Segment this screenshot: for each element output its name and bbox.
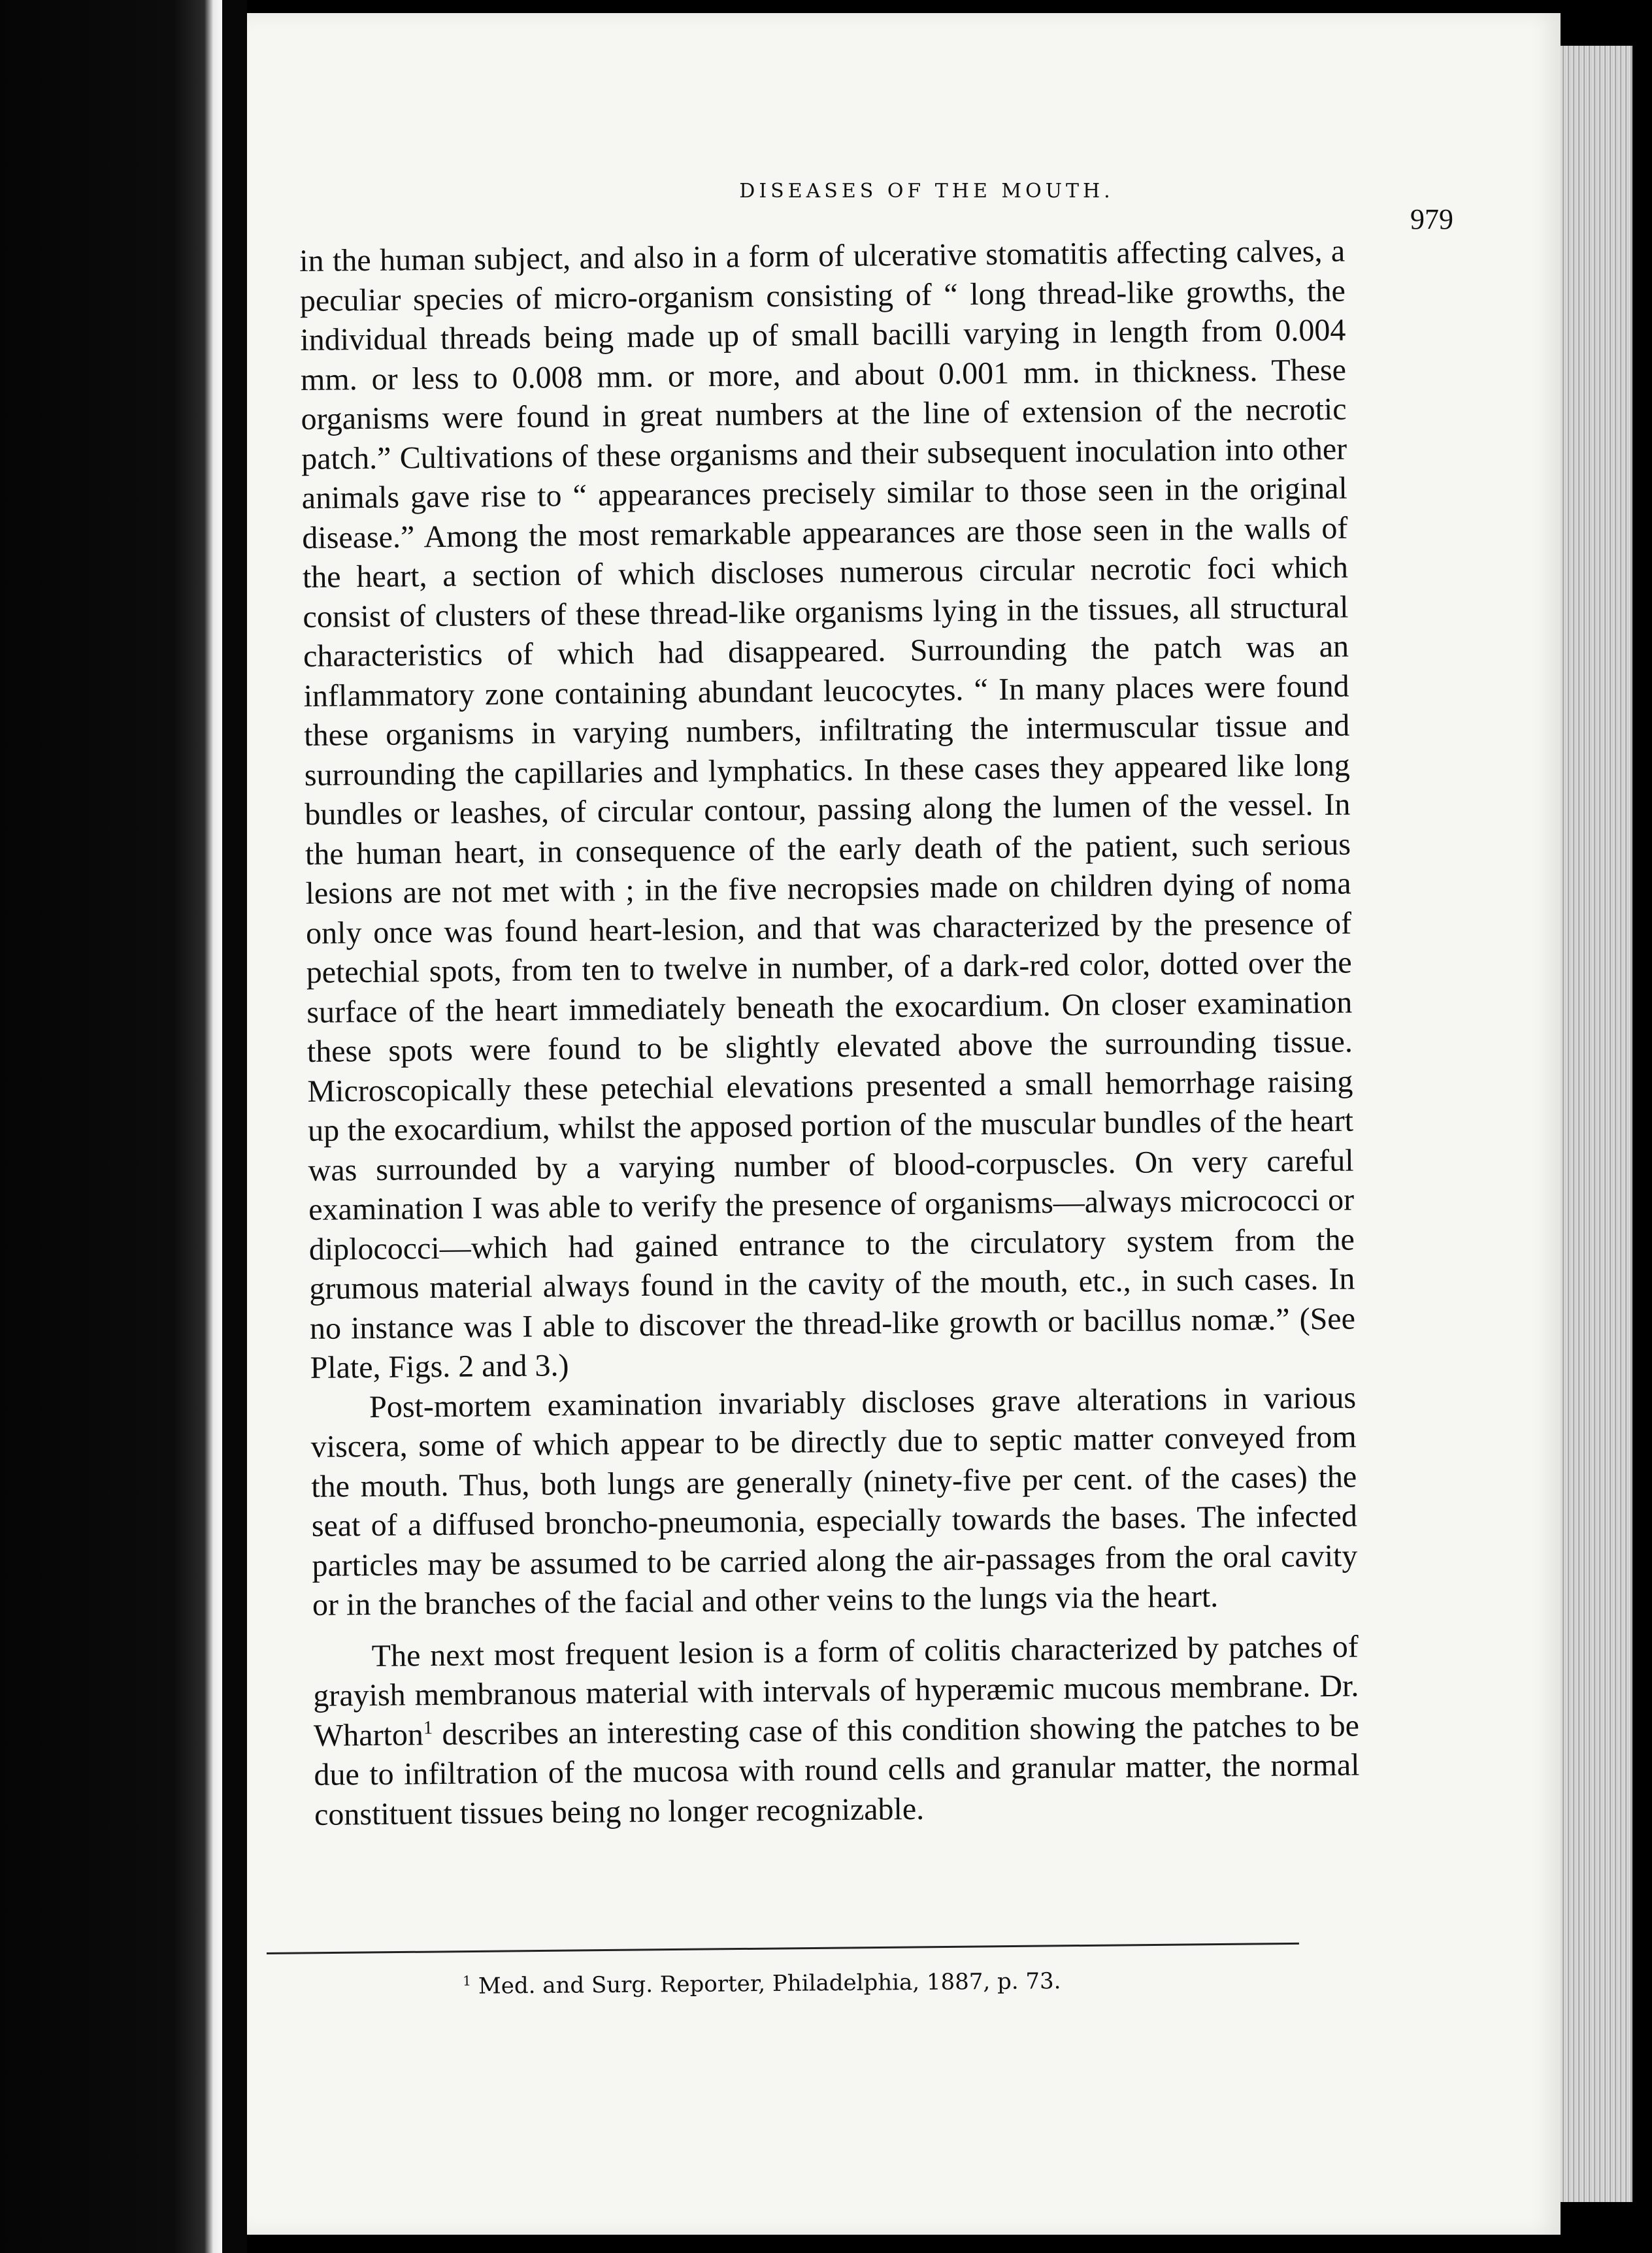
paragraph-3-text-end: describes an interesting case of this condition showing the patches to be due to infiltration of the mucosa with round cells and granular matter, the normal constituent tissues being no longer recognizable.: [314, 1708, 1360, 1832]
paragraph-3-text-start: The next most frequent lesion is a form of colitis characterized by patches of grayish membranous material with intervals of hyperæmic mucous membrane. Dr. Wharton: [313, 1629, 1359, 1753]
running-header: DISEASES OF THE MOUTH.: [739, 180, 1114, 203]
book-gutter: [222, 0, 247, 2253]
page-number: 979: [1410, 203, 1453, 235]
left-page-edge: [0, 0, 222, 2253]
paragraph-3: [312, 1627, 1360, 1835]
footnote-text: Med. and Surg. Reporter, Philadelphia, 1887, p. 73.: [471, 1968, 1061, 1999]
footnote-mark: 1: [462, 1973, 472, 1989]
body-text: [299, 232, 1360, 1835]
book-page: [247, 13, 1561, 2235]
footnote-divider: [267, 1943, 1299, 1954]
footnote: [463, 1968, 1061, 1999]
right-background: [1632, 0, 1652, 2253]
footnote-reference: 1: [423, 1717, 433, 1738]
page-stack-edge: [1561, 46, 1632, 2202]
paragraph-1: in the human subject, and also in a form of ulcerative stomatitis affecting calves, a peculiar species of micro-organism consisting of “ long thread-like growths, the individual threads being made up of small bacilli varying in length from 0.004 mm. or less to 0.008 mm. or more, and about 0.001 mm. in thickness. These organisms were found in great numbers at the line of extension of the necrotic patch.” Cultivations of these organisms and their subsequent inoculation into other animals gave rise to “ appearances precisely similar to those seen in the original disease.” Among the most remarkable appearances are those seen in the walls of the heart, a section of which discloses numerous circular necrotic foci which consist of clusters of these thread-like organisms lying in the tissues, all structural characteristics of which had disappeared. Surrounding the patch was an inflammatory zone containing abundant leucocytes. “ In many places were found these organisms in varying numbers, infiltrating the intermuscular tissue and surrounding the capillaries and lymphatics. In these cases they appeared like long bundles or leashes, of circular contour, passing along the lumen of the vessel. In the human heart, in consequence of the early death of the patient, such serious lesions are not met with ; in the five necropsies made on children dying of noma only once was found heart-lesion, and that was characterized by the presence of petechial spots, from ten to twelve in number, of a dark-red color, dotted over the surface of the heart immediately beneath the exocardium. On closer examination these spots were found to be slightly elevated above the surrounding tissue. Microscopically these petechial elevations presented a small hemorrhage raising up the exocardium, whilst the apposed portion of the muscular bundles of the heart was surrounded by a varying number of blood-corpuscles. On very careful examination I was able to verify the presence of organisms—always micrococci or diplococci—which had gained entrance to the circulatory system from the grumous material always found in the cavity of the mouth, etc., in such cases. In no instance was I able to discover the thread-like growth or bacillus nomæ.” (See Plate, Figs. 2 and 3.): [299, 233, 1356, 1385]
paragraph-2: Post-mortem examination invariably discloses grave alterations in various viscera, some of which appear to be directly due to septic matter conveyed from the mouth. Thus, both lungs are generally (ninety-five per cent. of the cases) the seat of a diffused broncho-pneumonia, especially towards the bases. The infected particles may be assumed to be carried along the air-passages from the oral cavity or in the branches of the facial and other veins to the lungs via the heart.: [310, 1380, 1358, 1622]
